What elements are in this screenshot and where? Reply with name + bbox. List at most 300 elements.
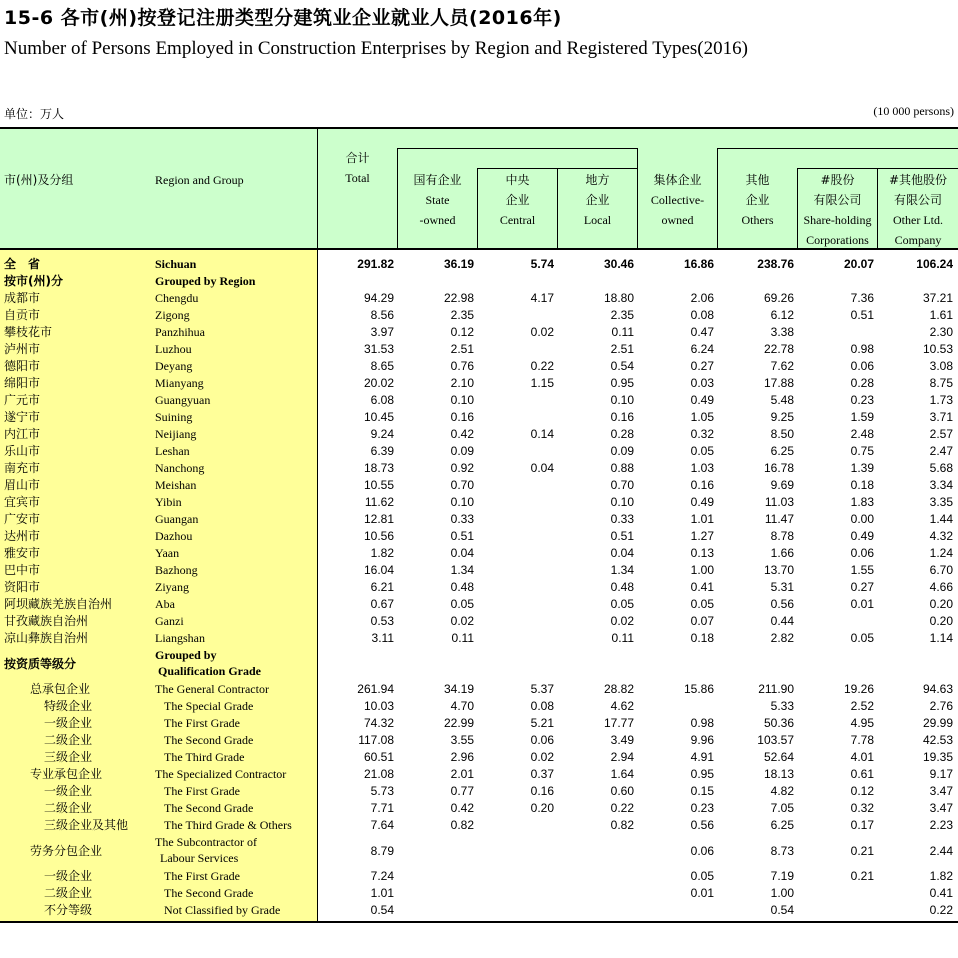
row-label-en: The Second Grade	[164, 733, 254, 747]
table-cell: 0.04	[610, 546, 634, 560]
table-cell: 19.35	[922, 750, 953, 764]
page-title: 15-6 各市(州)按登记注册类型分建筑业企业就业人员(2016年)	[4, 7, 562, 29]
table-cell: 0.06	[690, 844, 714, 858]
table-cell: 0.16	[450, 410, 474, 424]
table-cell: 1.66	[770, 546, 794, 560]
row-label-cn: 达州市	[4, 529, 41, 543]
table-cell: 28.82	[603, 682, 634, 696]
table-row	[0, 885, 958, 902]
table-cell: 2.01	[450, 767, 474, 781]
table-cell: 37.21	[922, 291, 953, 305]
row-label-en: Chengdu	[155, 291, 199, 305]
table-row	[0, 392, 958, 409]
row-label-en: Yaan	[155, 546, 180, 560]
table-cell: 0.51	[450, 529, 474, 543]
table-cell: 1.24	[929, 546, 953, 560]
table-cell: 4.01	[850, 750, 874, 764]
table-cell: 0.04	[530, 461, 554, 475]
table-cell: 0.05	[610, 597, 634, 611]
table-cell: 34.19	[443, 682, 474, 696]
table-cell: 0.01	[690, 886, 714, 900]
row-label-cn: 泸州市	[4, 342, 41, 356]
row-label-en: Aba	[155, 597, 175, 611]
table-cell: 0.95	[690, 767, 714, 781]
table-cell: 0.70	[610, 478, 634, 492]
table-row	[0, 426, 958, 443]
unit-label-cn: 单位：万人	[4, 107, 65, 121]
table-cell: 0.13	[690, 546, 714, 560]
table-cell: 1.03	[690, 461, 714, 475]
table-cell: 0.98	[690, 716, 714, 730]
row-label-cn: 三级企业	[44, 750, 93, 764]
table-cell: 0.47	[690, 325, 714, 339]
table-cell: 1.61	[929, 308, 953, 322]
table-cell: 0.18	[690, 631, 714, 645]
table-cell: 0.98	[850, 342, 874, 356]
table-cell: 0.06	[850, 546, 874, 560]
table-cell: 0.82	[610, 818, 634, 832]
unit-label-en: (10 000 persons)	[873, 104, 954, 118]
row-label-cn: 成都市	[4, 291, 41, 305]
table-cell: 261.94	[357, 682, 394, 696]
table-cell: 0.82	[450, 818, 474, 832]
row-label-en: Sichuan	[155, 257, 197, 271]
table-cell: 0.16	[530, 784, 554, 798]
table-row	[0, 613, 958, 630]
table-cell: 4.70	[450, 699, 474, 713]
table-row	[0, 698, 958, 715]
header-collective: 集体企业 Collective- owned	[650, 173, 705, 227]
table-cell: 0.18	[850, 478, 874, 492]
table-cell: 3.08	[929, 359, 953, 373]
table-cell: 11.62	[364, 495, 394, 509]
table-cell: 2.23	[929, 818, 953, 832]
table-cell: 7.05	[770, 801, 794, 815]
row-label-en: The Special Grade	[164, 699, 254, 713]
table-cell: 11.03	[764, 495, 794, 509]
table-cell: 22.99	[443, 716, 474, 730]
table-cell: 0.70	[450, 478, 474, 492]
table-cell: 0.17	[850, 818, 874, 832]
table-cell: 6.24	[690, 342, 714, 356]
table-cell: 7.64	[370, 818, 394, 832]
table-cell: 7.36	[850, 291, 874, 305]
row-label-cn: 甘孜藏族自治州	[4, 614, 89, 628]
header-span-rule	[397, 148, 637, 149]
table-cell: 1.14	[929, 631, 953, 645]
table-cell: 0.05	[690, 869, 714, 883]
table-cell: 0.49	[690, 495, 714, 509]
table-cell: 7.19	[770, 869, 794, 883]
table-cell: 4.17	[530, 291, 554, 305]
row-label-cn: 劳务分包企业	[30, 844, 103, 858]
table-cell: 238.76	[757, 257, 794, 271]
table-cell: 2.47	[929, 444, 953, 458]
table-cell: 30.46	[603, 257, 634, 271]
table-cell: 0.21	[850, 844, 874, 858]
row-label-en: Ganzi	[155, 614, 184, 628]
table-cell: 1.55	[850, 563, 874, 577]
table-row	[0, 732, 958, 749]
table-cell: 0.48	[610, 580, 634, 594]
table-cell: 0.27	[690, 359, 714, 373]
table-cell: 2.82	[770, 631, 794, 645]
table-cell: 0.60	[610, 784, 634, 798]
row-label-cn: 宜宾市	[4, 495, 41, 509]
table-cell: 17.77	[603, 716, 634, 730]
table-cell: 1.44	[929, 512, 953, 526]
table-cell: 2.10	[450, 376, 474, 390]
table-cell: 2.48	[850, 427, 874, 441]
table-row	[0, 817, 958, 834]
table-cell: 3.35	[929, 495, 953, 509]
table-cell: 0.10	[450, 495, 474, 509]
table-row	[0, 681, 958, 698]
table-cell: 0.07	[690, 614, 714, 628]
table-cell: 2.52	[850, 699, 874, 713]
table-cell: 1.27	[690, 529, 714, 543]
table-cell: 1.00	[690, 563, 714, 577]
table-cell: 0.00	[850, 512, 874, 526]
table-cell: 3.11	[371, 631, 394, 645]
table-cell: 22.78	[763, 342, 794, 356]
table-cell: 0.76	[450, 359, 474, 373]
table-row	[0, 511, 958, 528]
table-cell: 0.92	[450, 461, 474, 475]
table-cell: 0.22	[610, 801, 634, 815]
row-label-cn: 绵阳市	[4, 376, 41, 390]
table-row	[0, 375, 958, 392]
row-label-cn: 二级企业	[44, 733, 93, 747]
table-row	[0, 477, 958, 494]
table-cell: 7.71	[370, 801, 394, 815]
table-cell: 0.08	[530, 699, 554, 713]
table-row	[0, 256, 958, 273]
table-cell: 9.24	[370, 427, 394, 441]
table-row	[0, 868, 958, 885]
row-label-en: The First Grade	[164, 784, 240, 798]
row-label-cn: 眉山市	[4, 478, 41, 492]
table-cell: 0.11	[451, 631, 474, 645]
table-cell: 1.82	[370, 546, 394, 560]
table-cell: 1.64	[610, 767, 634, 781]
table-cell: 3.55	[450, 733, 474, 747]
table-cell: 42.53	[922, 733, 953, 747]
table-cell: 2.57	[929, 427, 953, 441]
table-cell: 5.68	[929, 461, 953, 475]
table-cell: 0.02	[530, 325, 554, 339]
table-cell: 50.36	[763, 716, 794, 730]
table-cell: 1.05	[690, 410, 714, 424]
table-cell: 0.05	[690, 444, 714, 458]
table-cell: 6.08	[370, 393, 394, 407]
table-cell: 0.48	[450, 580, 474, 594]
table-cell: 0.32	[850, 801, 874, 815]
table-cell: 0.10	[610, 495, 634, 509]
header-central: 中央 企业 Central	[499, 173, 536, 227]
table-cell: 0.08	[690, 308, 714, 322]
table-cell: 69.26	[763, 291, 794, 305]
table-cell: 2.06	[690, 291, 714, 305]
header-state: 国有企业 State -owned	[413, 173, 462, 227]
table-cell: 0.22	[530, 359, 554, 373]
table-cell: 1.01	[370, 886, 394, 900]
row-label-en: Deyang	[155, 359, 193, 373]
table-cell: 0.09	[610, 444, 634, 458]
table-cell: 20.07	[843, 257, 874, 271]
table-cell: 291.82	[357, 257, 394, 271]
table-cell: 3.71	[929, 410, 953, 424]
row-label-en: The Second Grade	[164, 886, 254, 900]
table-cell: 0.33	[610, 512, 634, 526]
table-bottom-rule	[0, 921, 958, 923]
table-cell: 9.17	[929, 767, 953, 781]
row-label-cn: 广元市	[4, 393, 41, 407]
row-label-en: Dazhou	[155, 529, 193, 543]
table-cell: 0.53	[370, 614, 394, 628]
table-cell: 29.99	[922, 716, 953, 730]
header-span-rule	[717, 148, 958, 149]
table-cell: 94.29	[363, 291, 394, 305]
row-label-cn: 总承包企业	[30, 682, 91, 696]
row-label-cn: 乐山市	[4, 444, 41, 458]
table-cell: 0.05	[450, 597, 474, 611]
table-cell: 5.74	[530, 257, 554, 271]
table-cell: 0.03	[690, 376, 714, 390]
table-cell: 22.98	[443, 291, 474, 305]
table-cell: 8.79	[370, 844, 394, 858]
table-cell: 4.32	[929, 529, 953, 543]
row-label-en: Luzhou	[155, 342, 192, 356]
row-label-en: Grouped by Qualification Grade	[155, 648, 261, 678]
table-body	[0, 256, 958, 919]
table-cell: 1.15	[530, 376, 554, 390]
page-subtitle: Number of Persons Employed in Construction Enterprises by Region and Registered Types(2016)	[4, 38, 748, 59]
table-cell: 19.26	[843, 682, 874, 696]
table-cell: 0.01	[850, 597, 874, 611]
table-row	[0, 443, 958, 460]
table-cell: 3.97	[370, 325, 394, 339]
row-label-en: Suining	[155, 410, 193, 424]
table-cell: 0.56	[770, 597, 794, 611]
table-cell: 0.15	[690, 784, 714, 798]
table-cell: 94.63	[922, 682, 953, 696]
table-cell: 16.86	[683, 257, 714, 271]
row-label-en: Zigong	[155, 308, 190, 322]
table-cell: 4.66	[929, 580, 953, 594]
table-cell: 8.50	[770, 427, 794, 441]
table-row	[0, 358, 958, 375]
table-cell: 0.44	[770, 614, 794, 628]
table-cell: 103.57	[757, 733, 794, 747]
table-cell: 0.41	[929, 886, 953, 900]
row-label-en: The Second Grade	[164, 801, 254, 815]
table-cell: 6.39	[370, 444, 394, 458]
table-cell: 0.32	[690, 427, 714, 441]
table-row	[0, 579, 958, 596]
table-cell: 10.45	[363, 410, 394, 424]
table-cell: 9.25	[770, 410, 794, 424]
row-label-en: Bazhong	[155, 563, 198, 577]
row-label-cn: 一级企业	[44, 784, 93, 798]
row-label-en: Not Classified by Grade	[164, 903, 281, 917]
table-cell: 8.65	[370, 359, 394, 373]
table-cell: 9.69	[770, 478, 794, 492]
row-label-en: Panzhihua	[155, 325, 205, 339]
table-cell: 3.34	[929, 478, 953, 492]
table-cell: 2.94	[610, 750, 634, 764]
table-cell: 4.62	[610, 699, 634, 713]
table-cell: 1.82	[929, 869, 953, 883]
table-cell: 6.25	[770, 818, 794, 832]
table-cell: 8.78	[770, 529, 794, 543]
table-cell: 0.22	[929, 903, 953, 917]
row-label-en: Neijiang	[155, 427, 197, 441]
table-cell: 31.53	[363, 342, 394, 356]
row-label-en: The Third Grade	[164, 750, 245, 764]
table-cell: 0.95	[610, 376, 634, 390]
table-cell: 7.78	[850, 733, 874, 747]
table-cell: 7.62	[770, 359, 794, 373]
table-cell: 0.23	[850, 393, 874, 407]
table-cell: 0.49	[690, 393, 714, 407]
table-cell: 11.47	[764, 512, 794, 526]
row-label-cn: 凉山彝族自治州	[4, 631, 89, 645]
table-cell: 6.70	[929, 563, 953, 577]
table-cell: 17.88	[763, 376, 794, 390]
table-cell: 0.20	[929, 614, 953, 628]
table-cell: 0.21	[850, 869, 874, 883]
table-row	[0, 273, 958, 290]
table-cell: 0.54	[370, 903, 394, 917]
table-row	[0, 766, 958, 783]
table-cell: 6.21	[370, 580, 394, 594]
table-cell: 2.51	[610, 342, 634, 356]
table-cell: 1.73	[929, 393, 953, 407]
table-cell: 1.34	[450, 563, 474, 577]
row-label-cn: 巴中市	[4, 563, 41, 577]
row-label-en: Grouped by Region	[155, 274, 256, 288]
table-cell: 16.78	[763, 461, 794, 475]
row-label-cn: 全 省	[4, 257, 41, 271]
table-cell: 0.04	[450, 546, 474, 560]
table-cell: 0.33	[450, 512, 474, 526]
table-cell: 5.33	[770, 699, 794, 713]
table-cell: 0.49	[850, 529, 874, 543]
table-row	[0, 494, 958, 511]
table-cell: 0.02	[530, 750, 554, 764]
table-cell: 36.19	[443, 257, 474, 271]
table-row	[0, 647, 958, 681]
table-cell: 0.02	[450, 614, 474, 628]
table-cell: 18.80	[603, 291, 634, 305]
table-cell: 1.83	[850, 495, 874, 509]
table-row	[0, 630, 958, 647]
table-cell: 117.08	[358, 733, 394, 747]
table-cell: 0.27	[850, 580, 874, 594]
table-row	[0, 460, 958, 477]
table-cell: 0.56	[690, 818, 714, 832]
row-label-en: Guangyuan	[155, 393, 211, 407]
table-cell: 0.06	[850, 359, 874, 373]
table-cell: 3.47	[929, 801, 953, 815]
row-label-cn: 阿坝藏族羌族自治州	[4, 597, 113, 611]
row-label-en: Leshan	[155, 444, 190, 458]
table-cell: 5.31	[770, 580, 794, 594]
row-label-cn: 内江市	[4, 427, 41, 441]
table-cell: 0.54	[770, 903, 794, 917]
row-label-cn: 三级企业及其他	[44, 818, 129, 832]
table-cell: 0.11	[611, 631, 634, 645]
row-label-cn: 攀枝花市	[4, 325, 53, 339]
table-row	[0, 715, 958, 732]
row-label-cn: 德阳市	[4, 359, 41, 373]
table-row	[0, 290, 958, 307]
row-label-en: Yibin	[155, 495, 182, 509]
table-cell: 5.37	[530, 682, 554, 696]
row-label-en: Mianyang	[155, 376, 204, 390]
table-cell: 6.12	[770, 308, 794, 322]
table-cell: 0.12	[850, 784, 874, 798]
row-label-cn: 特级企业	[44, 699, 93, 713]
row-label-en: Ziyang	[155, 580, 189, 594]
row-label-cn: 南充市	[4, 461, 41, 475]
table-cell: 1.34	[610, 563, 634, 577]
table-cell: 0.28	[610, 427, 634, 441]
table-cell: 211.90	[758, 682, 794, 696]
table-row	[0, 783, 958, 800]
table-cell: 0.05	[690, 597, 714, 611]
table-row	[0, 834, 958, 868]
table-cell: 2.96	[450, 750, 474, 764]
table-row	[0, 341, 958, 358]
table-cell: 15.86	[683, 682, 714, 696]
table-cell: 8.56	[370, 308, 394, 322]
table-cell: 10.03	[363, 699, 394, 713]
table-row	[0, 596, 958, 613]
table-cell: 4.82	[770, 784, 794, 798]
table-cell: 10.55	[363, 478, 394, 492]
table-row	[0, 324, 958, 341]
row-label-en: The General Contractor	[155, 682, 269, 696]
table-cell: 0.42	[450, 801, 474, 815]
table-cell: 0.02	[610, 614, 634, 628]
table-cell: 74.32	[363, 716, 394, 730]
table-cell: 16.04	[363, 563, 394, 577]
table-cell: 2.35	[450, 308, 474, 322]
row-label-en: The Third Grade & Others	[164, 818, 292, 832]
table-cell: 1.01	[690, 512, 714, 526]
table-cell: 0.42	[450, 427, 474, 441]
table-cell: 0.20	[929, 597, 953, 611]
table-cell: 12.81	[363, 512, 394, 526]
table-row	[0, 749, 958, 766]
table-cell: 0.37	[530, 767, 554, 781]
row-label-cn: 不分等级	[44, 903, 93, 917]
table-cell: 7.24	[370, 869, 394, 883]
table-cell: 0.20	[530, 801, 554, 815]
table-cell: 2.44	[929, 844, 953, 858]
table-cell: 2.30	[929, 325, 953, 339]
table-cell: 52.64	[763, 750, 794, 764]
table-top-rule	[0, 127, 958, 129]
row-label-cn: 一级企业	[44, 716, 93, 730]
table-cell: 10.53	[922, 342, 953, 356]
table-row	[0, 409, 958, 426]
table-cell: 5.48	[770, 393, 794, 407]
row-label-cn: 按资质等级分	[4, 657, 77, 671]
table-cell: 8.75	[929, 376, 953, 390]
